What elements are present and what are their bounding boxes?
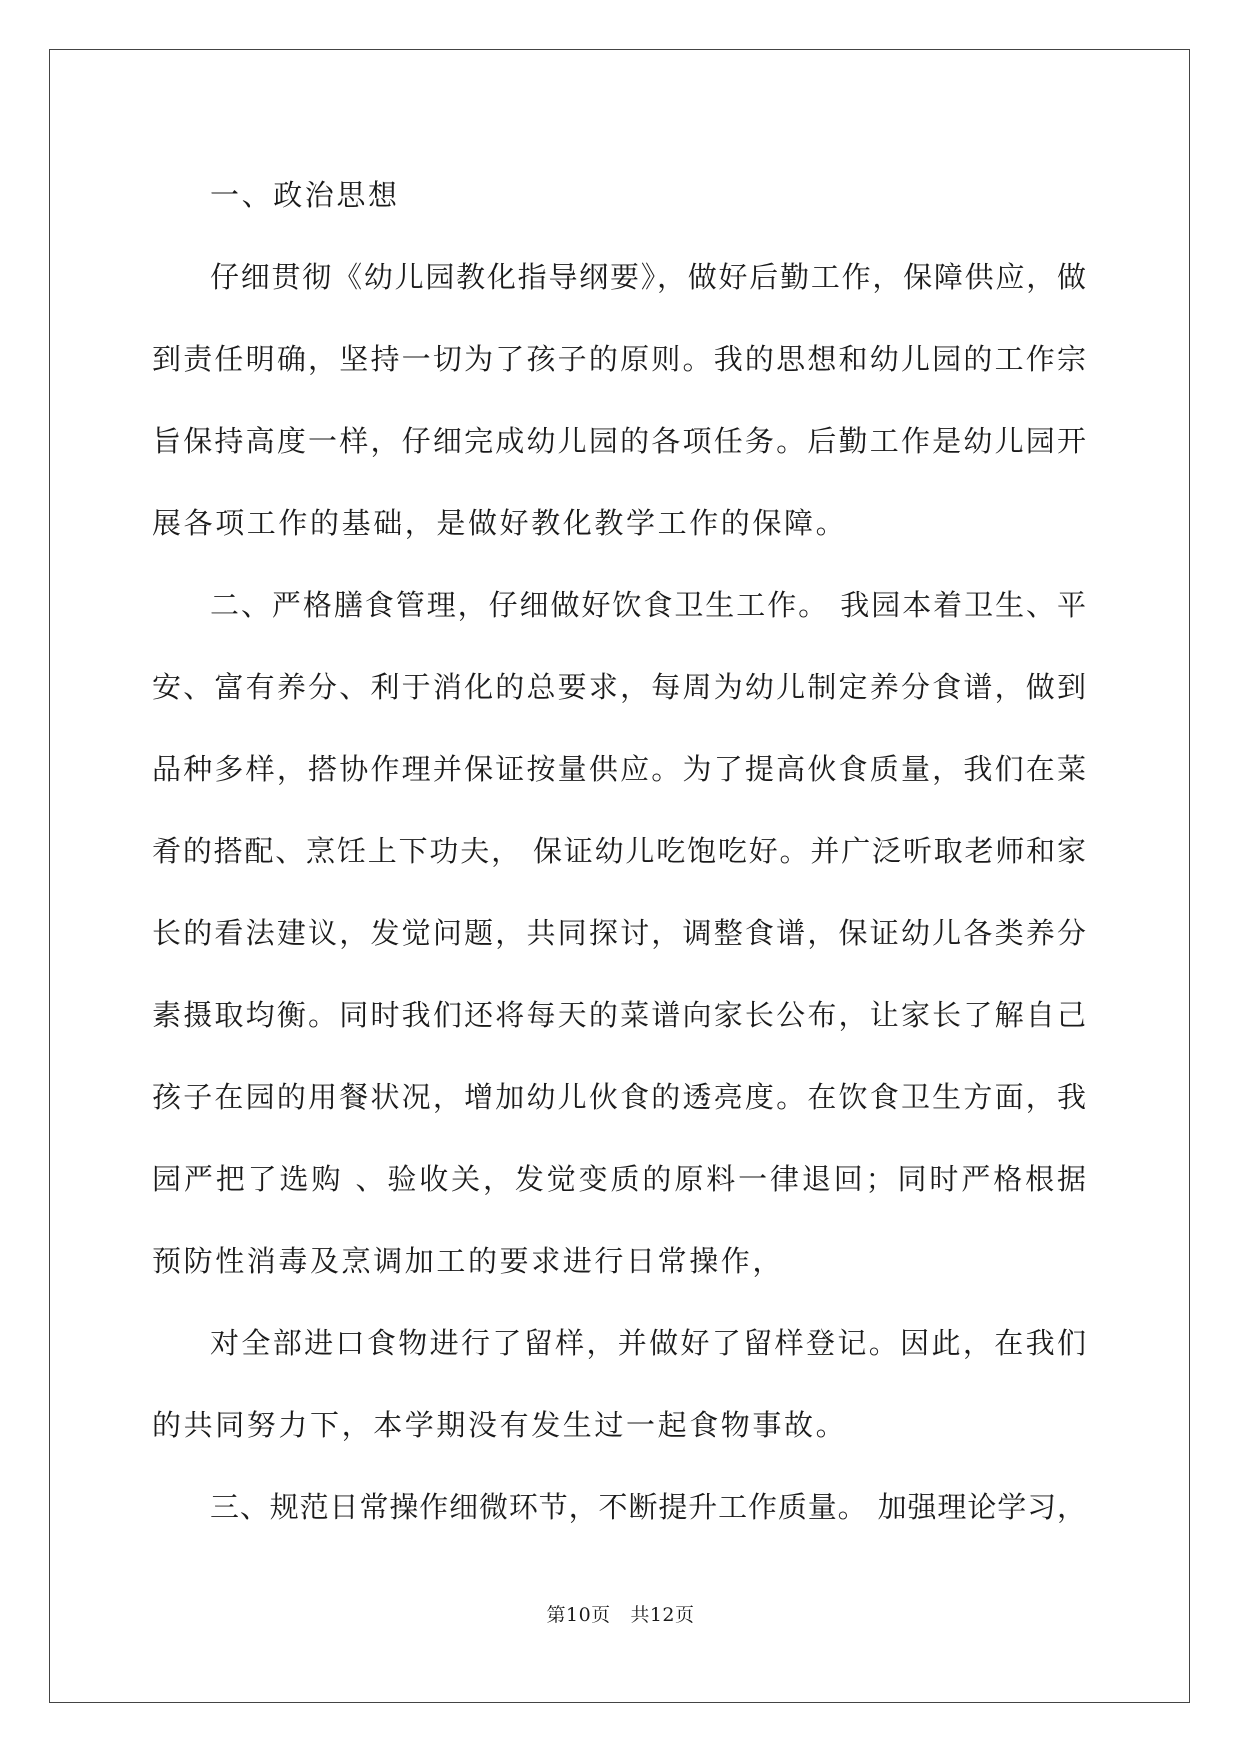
paragraph-line: 孩子在园的用餐状况，增加幼儿伙食的透亮度。在饮食卫生方面，我 [152, 1080, 1086, 1114]
paragraph-line: 园严把了选购 、验收关，发觉变质的原料一律退回；同时严格根据 [152, 1162, 1086, 1196]
paragraph-line: 对全部进口食物进行了留样，并做好了留样登记。因此，在我们 [210, 1326, 1086, 1360]
paragraph-line: 长的看法建议，发觉问题，共同探讨，调整食谱，保证幼儿各类养分 [152, 916, 1086, 950]
paragraph-line: 品种多样，搭协作理并保证按量供应。为了提高伙食质量，我们在菜 [152, 752, 1086, 786]
section-heading-diet: 二、严格膳食管理，仔细做好饮食卫生工作。 我园本着卫生、平 [210, 588, 1086, 622]
page-footer [0, 1600, 1241, 1627]
section-heading-politics: 一、政治思想 [210, 178, 400, 212]
page-current: 第10页 [546, 1604, 611, 1626]
document-body [152, 154, 1086, 1548]
section-heading-operations: 三、规范日常操作细微环节，不断提升工作质量。 加强理论学习， [210, 1490, 1086, 1524]
paragraph-line: 旨保持高度一样，仔细完成幼儿园的各项任务。后勤工作是幼儿园开 [152, 424, 1086, 458]
paragraph-line: 安、富有养分、利于消化的总要求，每周为幼儿制定养分食谱，做到 [152, 670, 1086, 704]
paragraph-line: 素摄取均衡。同时我们还将每天的菜谱向家长公布，让家长了解自己 [152, 998, 1086, 1032]
paragraph-line: 肴的搭配、烹饪上下功夫， 保证幼儿吃饱吃好。并广泛听取老师和家 [152, 834, 1086, 868]
paragraph-line: 的共同努力下，本学期没有发生过一起食物事故。 [152, 1408, 848, 1442]
paragraph-line: 到责任明确，坚持一切为了孩子的原则。我的思想和幼儿园的工作宗 [152, 342, 1086, 376]
page-total: 共12页 [630, 1604, 695, 1626]
paragraph-line: 预防性消毒及烹调加工的要求进行日常操作， [152, 1244, 785, 1278]
paragraph-line: 展各项工作的基础，是做好教化教学工作的保障。 [152, 506, 848, 540]
paragraph-line: 仔细贯彻《幼儿园教化指导纲要》，做好后勤工作，保障供应，做 [210, 260, 1086, 294]
